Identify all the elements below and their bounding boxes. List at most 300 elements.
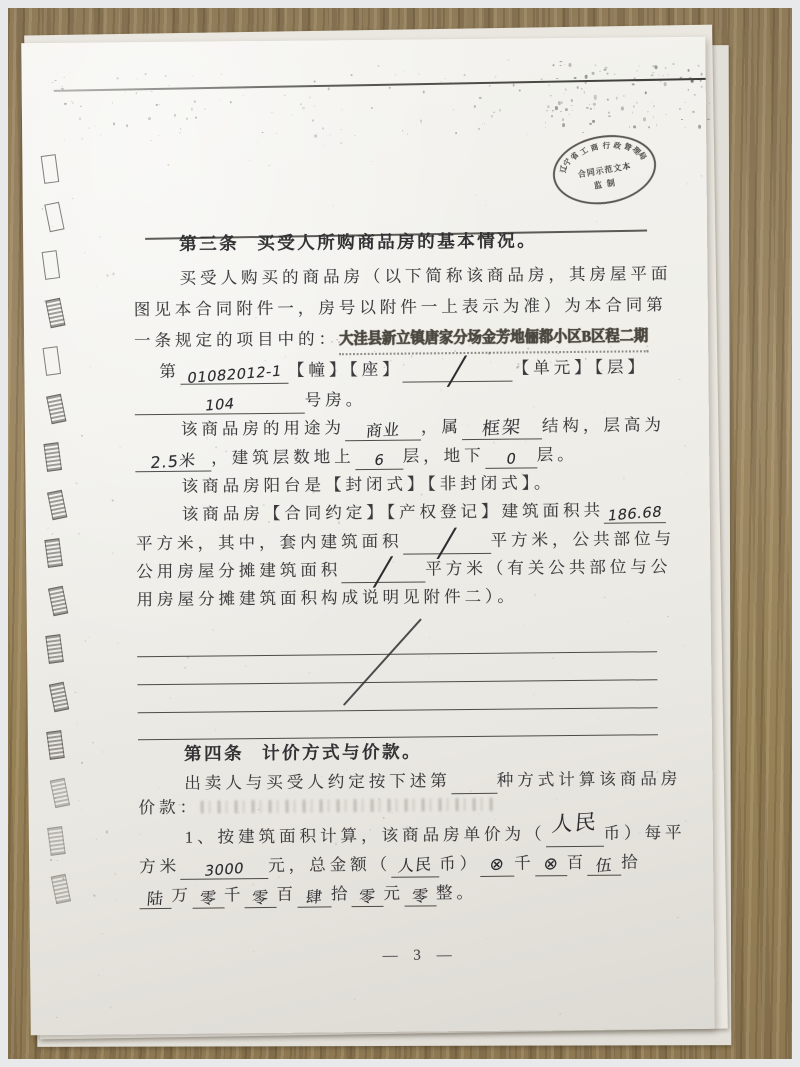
printed-text: 【单元】【层】 <box>512 357 648 378</box>
printed-text: 出卖人与买受人约定按下述第 <box>184 771 451 793</box>
noise-speck <box>646 346 648 347</box>
contract-line <box>184 809 686 851</box>
noise-speck <box>328 88 330 91</box>
noise-speck <box>262 132 264 133</box>
noise-speck <box>653 105 655 107</box>
printed-text: 用房屋分摊建筑面积构成说明见附件二）。 <box>136 586 518 610</box>
noise-speck <box>576 86 578 89</box>
handwritten-value: ⊗ <box>488 854 506 876</box>
noise-speck <box>625 787 626 788</box>
binding-hole-mark <box>45 298 65 328</box>
noise-speck <box>134 149 135 150</box>
handwritten-value: 人民 <box>550 809 599 837</box>
noise-speck <box>391 813 392 814</box>
stamp-arc-char: 理 <box>630 144 643 157</box>
binding-hole-mark <box>43 442 62 472</box>
handwritten-value: 肆 <box>304 887 324 908</box>
noise-speck <box>416 125 417 126</box>
handwritten-value: 伍 <box>594 855 614 876</box>
binding-hole-mark <box>46 394 66 424</box>
noise-speck <box>108 96 109 97</box>
printed-text: 买受人所购商品房的基本情况。 <box>257 230 538 254</box>
official-oval-stamp <box>548 128 662 212</box>
noise-speck <box>78 533 80 535</box>
printed-text: 号房。 <box>304 390 367 410</box>
noise-speck <box>634 126 637 128</box>
noise-speck <box>559 1013 560 1015</box>
printed-text: 千 <box>514 853 535 873</box>
handwritten-value: 框架 <box>481 416 523 440</box>
noise-speck <box>96 838 97 839</box>
noise-speck <box>57 860 58 861</box>
noise-speck <box>679 379 681 380</box>
noise-speck <box>421 493 422 495</box>
noise-speck <box>601 370 603 371</box>
contract-line <box>179 261 671 292</box>
noise-speck <box>552 110 553 111</box>
noise-speck <box>482 124 483 125</box>
noise-speck <box>52 533 54 535</box>
noise-speck <box>589 103 590 104</box>
stamp-arc-char: 商 <box>589 142 600 154</box>
noise-speck <box>115 899 116 900</box>
noise-speck <box>562 123 565 127</box>
noise-speck <box>337 86 338 87</box>
noise-speck <box>249 160 250 161</box>
noise-speck <box>523 624 524 626</box>
noise-speck <box>248 653 249 654</box>
noise-speck <box>403 70 404 71</box>
noise-speck <box>322 127 323 129</box>
noise-speck <box>272 576 273 577</box>
stamp-arc-char: 管 <box>622 141 634 154</box>
noise-speck <box>151 140 153 141</box>
stamp-arc-char: 宁 <box>562 157 574 168</box>
contract-line <box>159 354 648 388</box>
noise-speck <box>545 122 546 123</box>
noise-speck <box>112 499 114 501</box>
noise-speck <box>229 569 230 571</box>
noise-speck <box>273 274 275 275</box>
printed-text: 平方米（有关公共部位与公 <box>425 557 672 579</box>
noise-speck <box>309 83 310 84</box>
noise-speck <box>556 78 559 79</box>
noise-speck <box>191 108 193 111</box>
noise-speck <box>383 366 385 367</box>
noise-speck <box>545 128 546 129</box>
contract-line <box>137 682 657 713</box>
noise-speck <box>112 102 113 104</box>
noise-speck <box>139 833 141 835</box>
noise-speck <box>585 75 588 79</box>
noise-speck <box>655 66 658 70</box>
stamp-arc-char: 政 <box>612 140 623 151</box>
printed-text: 平方米，其中，套内建筑面积 <box>135 531 403 554</box>
noise-speck <box>269 165 270 166</box>
noise-speck <box>484 122 485 124</box>
contract-line <box>184 738 422 766</box>
handwritten-value: 6 <box>372 452 385 469</box>
stamp-arc-char: 局 <box>636 150 649 162</box>
noise-speck <box>556 799 557 800</box>
noise-speck <box>242 95 244 96</box>
binding-hole-mark <box>49 682 69 712</box>
noise-speck <box>354 998 355 1000</box>
binding-hole-mark <box>41 154 60 184</box>
noise-speck <box>656 125 657 127</box>
noise-speck <box>42 208 43 209</box>
noise-speck <box>526 134 528 136</box>
printed-text: 该商品房阳台是【封闭式】【非封闭式】。 <box>181 473 555 496</box>
noise-speck <box>445 78 446 79</box>
printed-text: 拾 <box>621 852 642 872</box>
noise-speck <box>608 116 610 118</box>
noise-speck <box>583 91 585 94</box>
noise-speck <box>589 122 592 124</box>
noise-speck <box>557 353 559 354</box>
noise-speck <box>697 581 698 582</box>
handwritten-value: 商业 <box>365 419 401 441</box>
noise-speck <box>559 111 562 112</box>
noise-speck <box>178 803 180 805</box>
noise-speck <box>562 118 564 121</box>
noise-speck <box>686 182 688 185</box>
noise-speck <box>561 101 564 104</box>
noise-speck <box>82 138 83 140</box>
noise-speck <box>276 133 277 134</box>
noise-speck <box>581 88 583 89</box>
contract-line <box>135 526 676 560</box>
blank-field <box>137 658 657 685</box>
stamp-arc-char: 辽 <box>558 164 569 174</box>
handwritten-value: 3000 <box>203 860 245 880</box>
printed-text: 元 <box>383 883 405 903</box>
noise-speck <box>599 71 600 72</box>
noise-speck <box>604 412 606 414</box>
noise-speck <box>168 164 170 166</box>
blank-field <box>546 809 604 848</box>
noise-speck <box>637 790 638 791</box>
noise-speck <box>314 135 316 138</box>
noise-speck <box>586 107 589 109</box>
noise-speck <box>527 311 528 312</box>
noise-speck <box>677 917 679 918</box>
noise-speck <box>81 435 83 437</box>
noise-speck <box>257 142 258 144</box>
noise-speck <box>547 105 550 109</box>
printed-text: 第三条 <box>179 233 240 254</box>
noise-speck <box>582 352 583 354</box>
blank-field <box>297 885 331 907</box>
noise-speck <box>336 339 337 340</box>
noise-speck <box>570 99 573 102</box>
stamp-arc-char: 工 <box>578 145 590 158</box>
handwritten-value: ╱ <box>373 557 393 589</box>
handwritten-value: ╱ <box>448 356 468 388</box>
blank-field <box>355 448 403 470</box>
noise-speck <box>92 742 94 744</box>
noise-speck <box>72 102 73 103</box>
noise-speck <box>629 126 630 127</box>
noise-speck <box>610 346 612 348</box>
noise-speck <box>219 99 220 100</box>
noise-speck <box>264 360 266 361</box>
noise-speck <box>616 360 618 361</box>
noise-speck <box>550 95 551 96</box>
noise-speck <box>360 683 361 685</box>
noise-speck <box>568 114 570 115</box>
noise-speck <box>658 74 659 76</box>
noise-speck <box>623 477 625 479</box>
noise-speck <box>553 657 555 659</box>
binding-hole-mark <box>50 778 70 808</box>
binding-hole-mark <box>51 874 71 904</box>
noise-speck <box>102 751 104 752</box>
noise-speck <box>158 104 159 105</box>
stamped-project-name: 大洼县新立镇唐家分场金芳地俪都小区B区程二期 <box>339 323 648 355</box>
printed-text: 图见本合同附件一，房号以附件一上表示为准）为本合同第 <box>133 295 667 320</box>
noise-speck <box>625 599 626 601</box>
contract-page <box>21 37 714 1036</box>
noise-speck <box>593 103 596 106</box>
noise-speck <box>77 722 78 724</box>
noise-speck <box>158 135 160 136</box>
noise-speck <box>687 88 689 91</box>
handwritten-value: 186.68 <box>606 503 664 525</box>
noise-speck <box>593 107 594 108</box>
noise-speck <box>230 101 232 104</box>
noise-speck <box>78 800 80 801</box>
noise-speck <box>126 124 128 127</box>
noise-speck <box>284 94 285 95</box>
noise-speck <box>691 79 693 82</box>
noise-speck <box>423 91 425 94</box>
noise-speck <box>100 237 101 238</box>
noise-speck <box>453 109 454 110</box>
noise-speck <box>595 64 597 66</box>
stamp-arc-char: 行 <box>602 141 611 151</box>
noise-speck <box>354 135 356 137</box>
noise-speck <box>479 128 480 130</box>
noise-speck <box>84 251 86 253</box>
noise-speck <box>492 916 493 918</box>
noise-speck <box>604 69 607 71</box>
noise-speck <box>314 80 315 82</box>
noise-speck <box>700 73 702 76</box>
noise-speck <box>474 194 476 197</box>
noise-speck <box>268 521 270 523</box>
noise-speck <box>486 937 488 938</box>
contract-line <box>139 849 642 880</box>
noise-speck <box>212 629 214 630</box>
noise-speck <box>340 129 342 130</box>
noise-speck <box>488 352 490 355</box>
noise-speck <box>179 132 181 134</box>
noise-speck <box>52 82 53 83</box>
noise-speck <box>558 102 561 106</box>
noise-speck <box>698 65 700 67</box>
noise-speck <box>94 895 96 897</box>
noise-speck <box>546 110 547 111</box>
noise-speck <box>633 78 635 80</box>
noise-speck <box>664 67 666 69</box>
noise-speck <box>350 74 352 76</box>
blank-field <box>587 854 621 876</box>
handwritten-value: ⊗ <box>542 853 560 875</box>
noise-speck <box>56 1017 57 1018</box>
noise-speck <box>346 769 347 770</box>
blank-field <box>180 857 268 880</box>
noise-speck <box>43 300 45 301</box>
noise-speck <box>455 132 457 134</box>
contract-line <box>182 497 666 528</box>
noise-speck <box>333 205 334 206</box>
noise-speck <box>371 107 373 109</box>
noise-speck <box>314 105 315 106</box>
noise-speck <box>394 74 396 76</box>
noise-speck <box>312 119 313 121</box>
handwritten-value: 陆 <box>146 888 165 909</box>
noise-speck <box>419 74 420 75</box>
noise-speck <box>632 112 633 113</box>
noise-speck <box>362 545 364 546</box>
noise-speck <box>164 75 166 77</box>
contract-line <box>135 387 367 415</box>
noise-speck <box>585 82 587 84</box>
noise-speck <box>441 390 442 391</box>
noise-speck <box>660 81 661 83</box>
binding-hole-mark <box>47 826 66 856</box>
noise-speck <box>593 95 596 99</box>
contract-line <box>138 792 495 821</box>
printed-text: 层。 <box>536 444 578 465</box>
blank-field <box>604 501 666 524</box>
binding-hole-mark <box>47 490 67 520</box>
noise-speck <box>555 107 557 110</box>
noise-speck <box>588 758 589 759</box>
noise-speck <box>64 77 65 78</box>
blank-field <box>404 884 436 906</box>
noise-speck <box>667 616 668 617</box>
printed-text: 该商品房的用途为 <box>180 418 346 439</box>
noise-speck <box>604 67 607 69</box>
photocopy-artifact-line-top <box>54 78 706 92</box>
noise-speck <box>95 125 96 127</box>
noise-speck <box>341 109 342 110</box>
noise-speck <box>623 95 625 96</box>
noise-speck <box>112 273 114 276</box>
noise-speck <box>100 134 101 135</box>
printed-text: 第 <box>159 361 181 381</box>
printed-text: 该商品房【合同约定】【产权登记】建筑面积共 <box>181 500 605 524</box>
noise-speck <box>564 64 566 65</box>
noise-speck <box>653 116 655 118</box>
noise-speck <box>96 286 97 287</box>
binding-hole-mark <box>44 538 63 568</box>
noise-speck <box>393 562 394 563</box>
noise-speck <box>302 107 304 109</box>
noise-speck <box>491 115 493 118</box>
blank-field <box>391 855 439 877</box>
printed-text: 买受人购买的商品房（以下简称该商品房，其房屋平面 <box>179 264 672 288</box>
printed-text: 一条规定的项目中的： <box>134 329 340 351</box>
noise-speck <box>174 114 176 117</box>
printed-text: 价款： <box>138 797 201 818</box>
noise-speck <box>450 82 452 84</box>
blank-field <box>351 885 383 907</box>
noise-speck <box>174 868 175 869</box>
stamp-bottom-text: 监制 <box>593 177 621 191</box>
noise-speck <box>533 407 535 408</box>
noise-speck <box>571 105 573 106</box>
noise-speck <box>378 65 380 67</box>
blank-field <box>138 713 658 740</box>
noise-speck <box>453 529 455 531</box>
noise-speck <box>98 975 100 977</box>
noise-speck <box>574 77 577 79</box>
printed-text: 币）每平 <box>603 822 686 843</box>
noise-speck <box>604 597 605 599</box>
noise-speck <box>67 847 68 848</box>
printed-text: 种方式计算该商品房 <box>496 769 682 790</box>
noise-speck <box>494 75 496 77</box>
noise-speck <box>454 350 456 352</box>
noise-speck <box>693 93 695 95</box>
noise-speck <box>85 640 86 642</box>
binding-hole-mark <box>43 346 62 376</box>
blank-field <box>135 450 211 473</box>
noise-speck <box>583 132 584 133</box>
noise-speck <box>194 101 195 102</box>
noise-speck <box>559 65 562 66</box>
blank-field <box>462 417 542 440</box>
noise-speck <box>700 175 702 177</box>
noise-speck <box>390 360 391 362</box>
noise-speck <box>335 843 337 845</box>
noise-speck <box>686 473 688 475</box>
noise-speck <box>489 85 491 87</box>
noise-speck <box>698 125 701 129</box>
noise-speck <box>64 138 66 140</box>
noise-speck <box>309 672 310 674</box>
printed-text: ，建筑层数地上 <box>211 447 355 468</box>
noise-speck <box>639 491 640 492</box>
noise-speck <box>43 271 44 272</box>
noise-speck <box>278 876 279 878</box>
noise-speck <box>568 63 571 67</box>
noise-speck <box>372 161 373 162</box>
noise-speck <box>209 818 210 819</box>
blank-field <box>341 557 425 589</box>
noise-speck <box>632 84 635 86</box>
noise-speck <box>679 108 681 110</box>
noise-speck <box>50 859 51 861</box>
printed-text: 方米 <box>139 856 181 877</box>
noise-speck <box>116 77 118 79</box>
noise-speck <box>537 366 539 369</box>
noise-speck <box>145 73 147 75</box>
noise-speck <box>114 569 115 570</box>
noise-speck <box>136 92 137 94</box>
noise-speck <box>151 91 153 92</box>
noise-speck <box>308 97 310 98</box>
contract-line <box>160 940 680 971</box>
noise-speck <box>701 86 703 88</box>
noise-speck <box>81 762 82 764</box>
noise-speck <box>474 105 476 108</box>
noise-speck <box>374 351 375 352</box>
noise-speck <box>650 102 652 103</box>
